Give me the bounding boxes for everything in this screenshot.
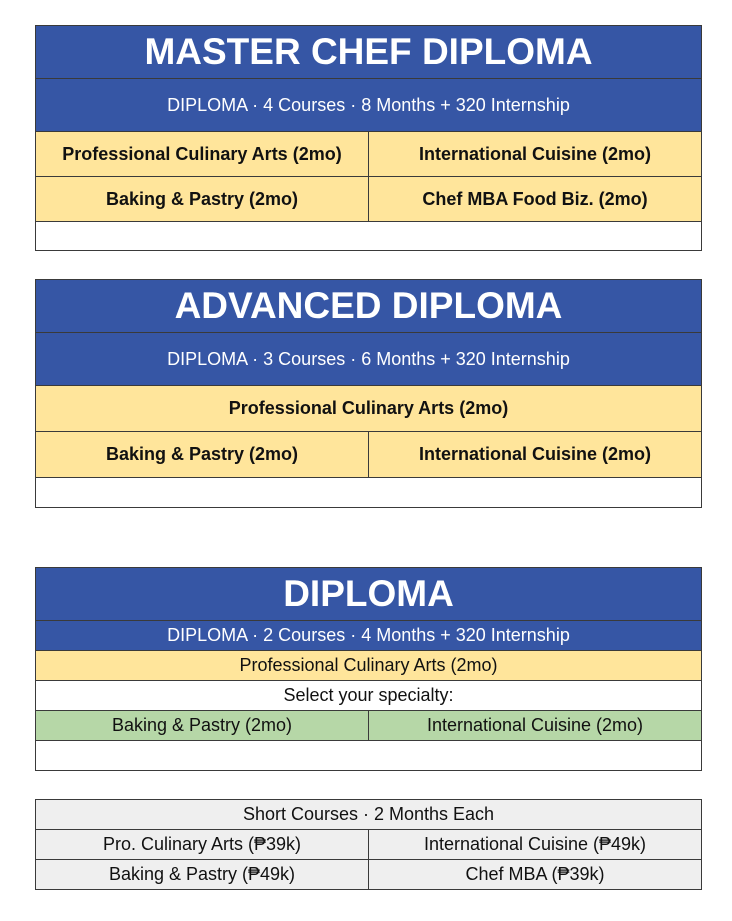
master-course-mba: Chef MBA Food Biz. (2mo) xyxy=(368,177,701,221)
master-course-international: International Cuisine (2mo) xyxy=(368,132,701,176)
short-course-international: International Cuisine (₱49k) xyxy=(368,830,701,859)
diploma-core-course: Professional Culinary Arts (2mo) xyxy=(36,651,701,680)
advanced-title-row xyxy=(36,280,701,333)
advanced-course-international: International Cuisine (2mo) xyxy=(368,432,701,477)
diploma-select-row xyxy=(36,681,701,711)
advanced-diploma-card xyxy=(35,279,702,508)
master-title-row xyxy=(36,26,701,79)
diploma-specialty-baking: Baking & Pastry (2mo) xyxy=(36,711,368,740)
short-course-row-2 xyxy=(36,860,701,889)
diploma-specialty-row xyxy=(36,711,701,741)
advanced-empty-cell xyxy=(36,478,701,507)
diploma-subtitle: DIPLOMA · 2 Courses · 4 Months + 320 Internship xyxy=(36,621,701,650)
diploma-empty-row xyxy=(36,741,701,770)
short-title-row xyxy=(36,800,701,830)
short-courses-card xyxy=(35,799,702,890)
advanced-subtitle-row xyxy=(36,333,701,386)
diploma-subtitle-row xyxy=(36,621,701,651)
diploma-select-prompt: Select your specialty: xyxy=(36,681,701,710)
diploma-card xyxy=(35,567,702,771)
short-course-culinary: Pro. Culinary Arts (₱39k) xyxy=(36,830,368,859)
master-course-row-2 xyxy=(36,177,701,222)
advanced-course-row-1 xyxy=(36,386,701,432)
master-empty-cell xyxy=(36,222,701,250)
master-subtitle: DIPLOMA · 4 Courses · 8 Months + 320 Internship xyxy=(36,79,701,131)
advanced-course-row-2 xyxy=(36,432,701,478)
short-courses-title: Short Courses · 2 Months Each xyxy=(36,800,701,829)
short-course-baking: Baking & Pastry (₱49k) xyxy=(36,860,368,889)
short-course-row-1 xyxy=(36,830,701,860)
master-course-culinary: Professional Culinary Arts (2mo) xyxy=(36,132,368,176)
advanced-course-baking: Baking & Pastry (2mo) xyxy=(36,432,368,477)
diploma-specialty-international: International Cuisine (2mo) xyxy=(368,711,701,740)
master-subtitle-row xyxy=(36,79,701,132)
master-chef-diploma-card xyxy=(35,25,702,251)
advanced-empty-row xyxy=(36,478,701,507)
short-course-mba: Chef MBA (₱39k) xyxy=(368,860,701,889)
master-course-row-1 xyxy=(36,132,701,177)
advanced-title: ADVANCED DIPLOMA xyxy=(36,280,701,332)
master-empty-row xyxy=(36,222,701,250)
advanced-subtitle: DIPLOMA · 3 Courses · 6 Months + 320 Internship xyxy=(36,333,701,385)
diploma-core-row xyxy=(36,651,701,681)
master-course-baking: Baking & Pastry (2mo) xyxy=(36,177,368,221)
advanced-course-culinary: Professional Culinary Arts (2mo) xyxy=(36,386,701,431)
diploma-empty-cell xyxy=(36,741,701,770)
diploma-title: DIPLOMA xyxy=(36,568,701,620)
master-title: MASTER CHEF DIPLOMA xyxy=(36,26,701,78)
diploma-title-row xyxy=(36,568,701,621)
